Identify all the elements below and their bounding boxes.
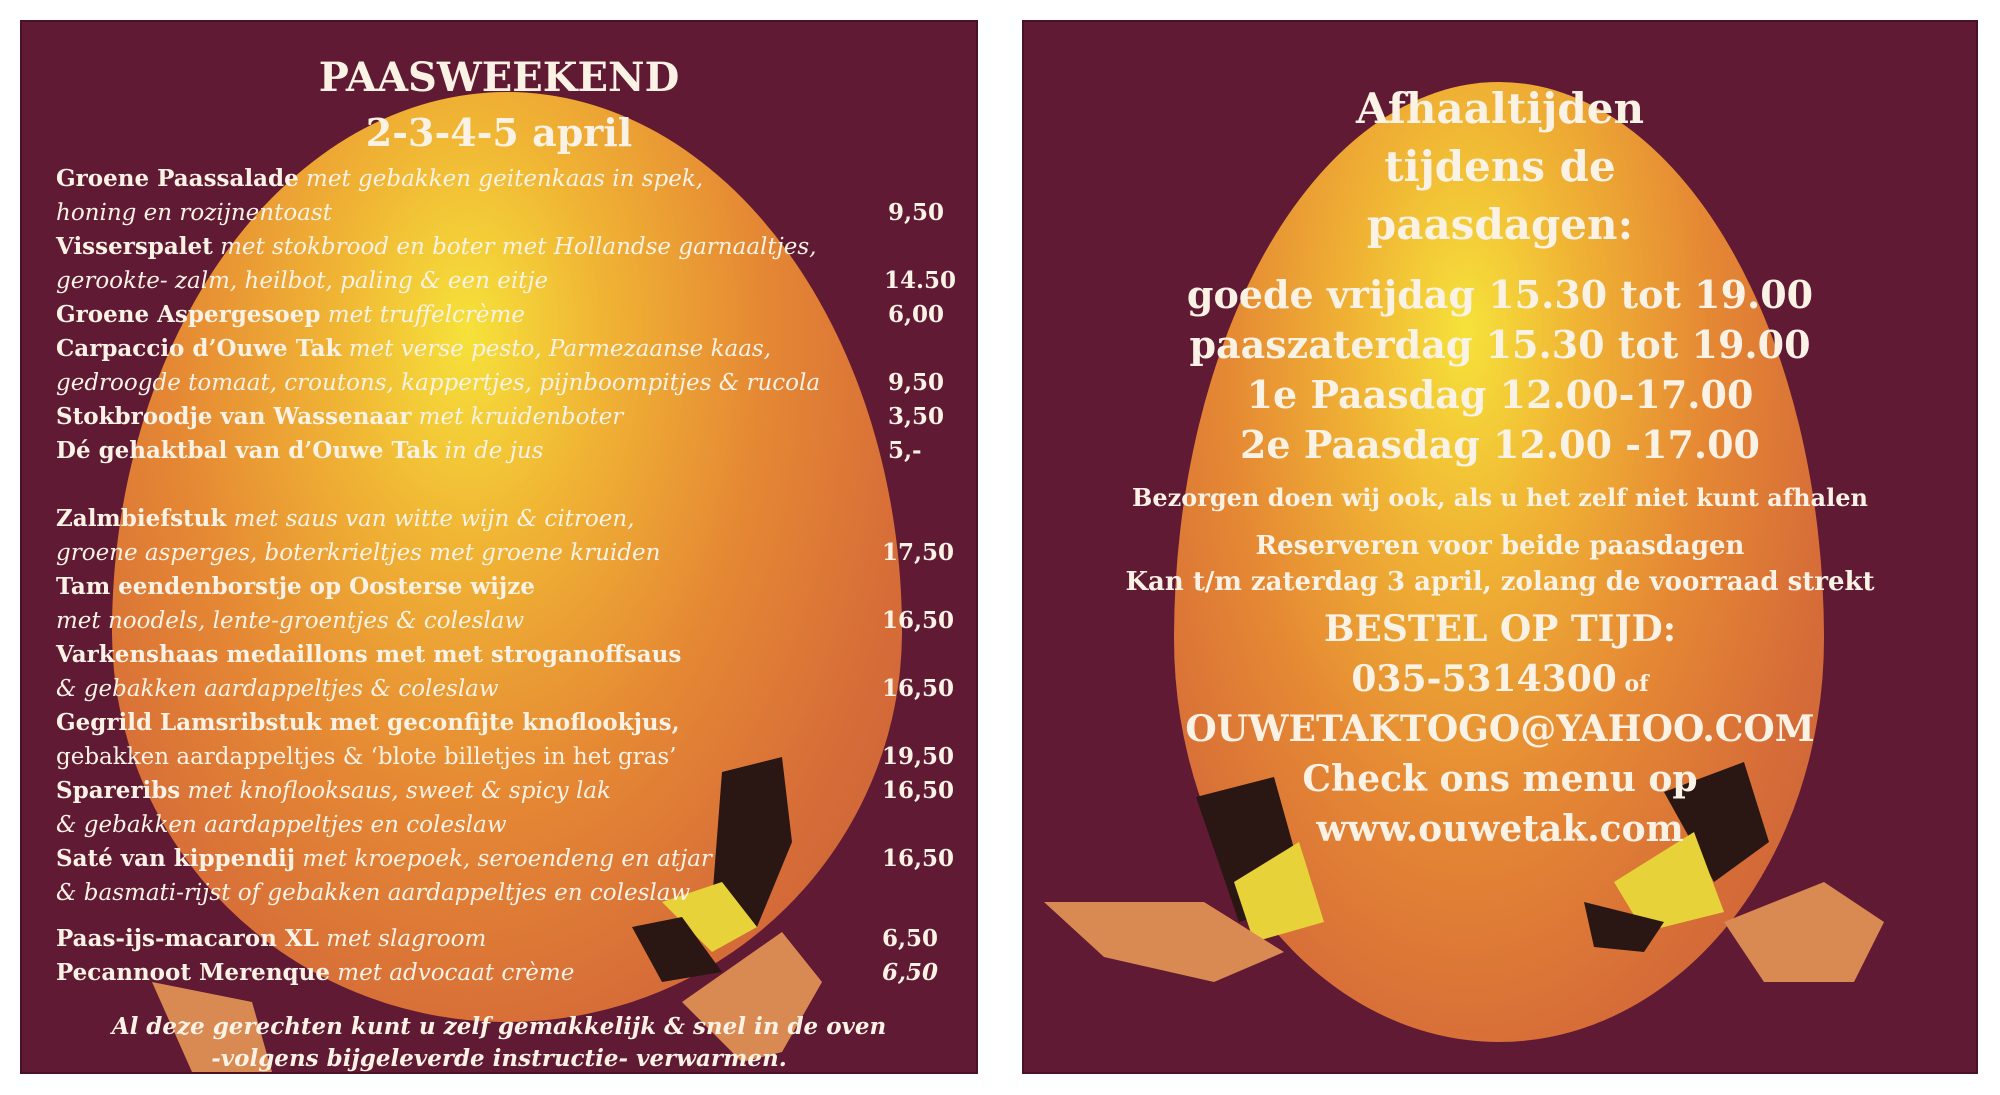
dish-description: met knoflooksaus, sweet & spicy lak	[180, 778, 611, 804]
pickup-info-panel	[1024, 22, 1976, 1072]
dish-price: 16,50	[882, 777, 955, 804]
dish-description: groene asperges, boterkrieltjes met groene kruiden	[56, 540, 661, 566]
menu-item	[56, 502, 956, 570]
dish-name: Pecannoot Merenque	[56, 959, 330, 986]
pickup-time-easter1: 1e Paasdag 12.00-17.00	[1246, 372, 1754, 417]
email-address[interactable]: OUWETAKTOGO@YAHOO.COM	[1185, 708, 1815, 750]
dish-price: 16,50	[882, 607, 955, 634]
dish-price: 6,50	[882, 925, 939, 952]
menu-item	[56, 638, 956, 706]
menu-item	[56, 298, 956, 332]
dish-name: Gegrild Lamsribstuk met geconfijte knoflookjus,	[56, 709, 680, 736]
dish-name: Groene Paassalade	[56, 165, 299, 192]
pickup-heading-line3: paasdagen:	[1366, 200, 1634, 249]
check-menu-text: Check ons menu op	[1302, 758, 1698, 800]
dish-name: Varkenshaas medaillons met met stroganoffsaus	[56, 641, 682, 668]
dish-name: Paas-ijs-macaron XL	[56, 925, 319, 952]
dish-name: Zalmbiefstuk	[56, 505, 227, 532]
dish-description: met advocaat crème	[329, 960, 575, 986]
phone-or: of	[1616, 671, 1649, 697]
dish-description: met gebakken geitenkaas in spek,	[298, 166, 704, 192]
dish-description: gebakken aardappeltjes & ‘blote billetjes in het gras’	[56, 744, 677, 770]
dish-description: in de jus	[437, 438, 544, 464]
menu-item	[56, 922, 956, 956]
dish-description: & gebakken aardappeltjes & coleslaw	[56, 676, 499, 702]
delivery-note: Bezorgen doen wij ook, als u het zelf niet kunt afhalen	[1132, 483, 1868, 512]
pickup-heading-line1: Afhaaltijden	[1355, 84, 1644, 133]
dish-price: 9,50	[888, 199, 945, 226]
dish-name: Dé gehaktbal van d’Ouwe Tak	[56, 437, 438, 464]
menu-item	[56, 230, 956, 298]
dish-price: 16,50	[882, 845, 955, 872]
dish-price: 5,-	[888, 437, 922, 464]
footer-note-line1: Al deze gerechten kunt u zelf gemakkelijk & snel in de oven	[111, 1013, 887, 1040]
dish-description: met stokbrood en boter met Hollandse garnaaltjes,	[212, 234, 817, 260]
dish-description: met noodels, lente-groentjes & coleslaw	[56, 608, 525, 634]
dish-description: gedroogde tomaat, croutons, kappertjes, pijnboompitjes & rucola	[56, 370, 821, 396]
dish-description: honing en rozijnentoast	[56, 200, 332, 226]
phone-line	[1024, 654, 1976, 709]
menu-item	[56, 570, 956, 638]
menu-item	[56, 774, 956, 842]
dish-name: Spareribs	[56, 777, 181, 804]
pickup-time-friday: goede vrijdag 15.30 tot 19.00	[1186, 272, 1814, 317]
dish-name: Carpaccio d’Ouwe Tak	[56, 335, 342, 362]
dish-description: met verse pesto, Parmezaanse kaas,	[341, 336, 772, 362]
dish-name: Groene Aspergesoep	[56, 301, 321, 328]
dish-price: 6,00	[888, 301, 945, 328]
dish-name: Tam eendenborstje op Oosterse wijze	[56, 573, 535, 600]
reserve-note-line1: Reserveren voor beide paasdagen	[1255, 531, 1745, 561]
dish-description: met kroepoek, seroendeng en atjar	[295, 846, 712, 872]
menu-item	[56, 842, 956, 910]
dish-price: 14.50	[884, 267, 957, 294]
menu-item	[56, 400, 956, 434]
menu-dates: 2-3-4-5 april	[365, 110, 633, 155]
dish-description: & basmati-rijst of gebakken aardappeltjes en coleslaw	[56, 880, 691, 906]
dish-price: 16,50	[882, 675, 955, 702]
dish-description: met kruidenboter	[411, 404, 624, 430]
menu-panel	[22, 22, 976, 1072]
pickup-heading-line2: tijdens de	[1384, 142, 1616, 191]
dish-description: & gebakken aardappeltjes en coleslaw	[56, 812, 507, 838]
dish-price: 3,50	[888, 403, 945, 430]
dish-description: met slagroom	[318, 926, 487, 952]
pickup-time-easter2: 2e Paasdag 12.00 -17.00	[1239, 422, 1760, 467]
phone-number[interactable]: 035-5314300	[1351, 658, 1617, 700]
dish-price: 6,50	[882, 959, 939, 986]
menu-item	[56, 162, 956, 230]
dish-description: met saus van witte wijn & citroen,	[226, 506, 635, 532]
dish-name: Visserspalet	[56, 233, 213, 260]
website-link[interactable]: www.ouwetak.com	[1316, 808, 1684, 850]
dish-description: gerookte- zalm, heilbot, paling & een eitje	[56, 268, 549, 294]
order-heading: BESTEL OP TIJD:	[1323, 608, 1677, 650]
pickup-time-saturday: paaszaterdag 15.30 tot 19.00	[1189, 322, 1811, 367]
dish-price: 17,50	[882, 539, 955, 566]
menu-title: PAASWEEKEND	[318, 54, 680, 101]
dish-price: 9,50	[888, 369, 945, 396]
menu-item	[56, 434, 956, 468]
reserve-note-line2: Kan t/m zaterdag 3 april, zolang de voorraad strekt	[1125, 567, 1875, 597]
dish-description: met truffelcrème	[320, 302, 525, 328]
menu-item	[56, 706, 956, 774]
menu-item	[56, 332, 956, 400]
menu-item	[56, 956, 956, 990]
dish-price: 19,50	[882, 743, 955, 770]
dish-name: Saté van kippendij	[56, 845, 296, 872]
footer-note-line2: -volgens bijgeleverde instructie- verwarmen.	[211, 1045, 787, 1072]
dish-name: Stokbroodje van Wassenaar	[56, 403, 412, 430]
